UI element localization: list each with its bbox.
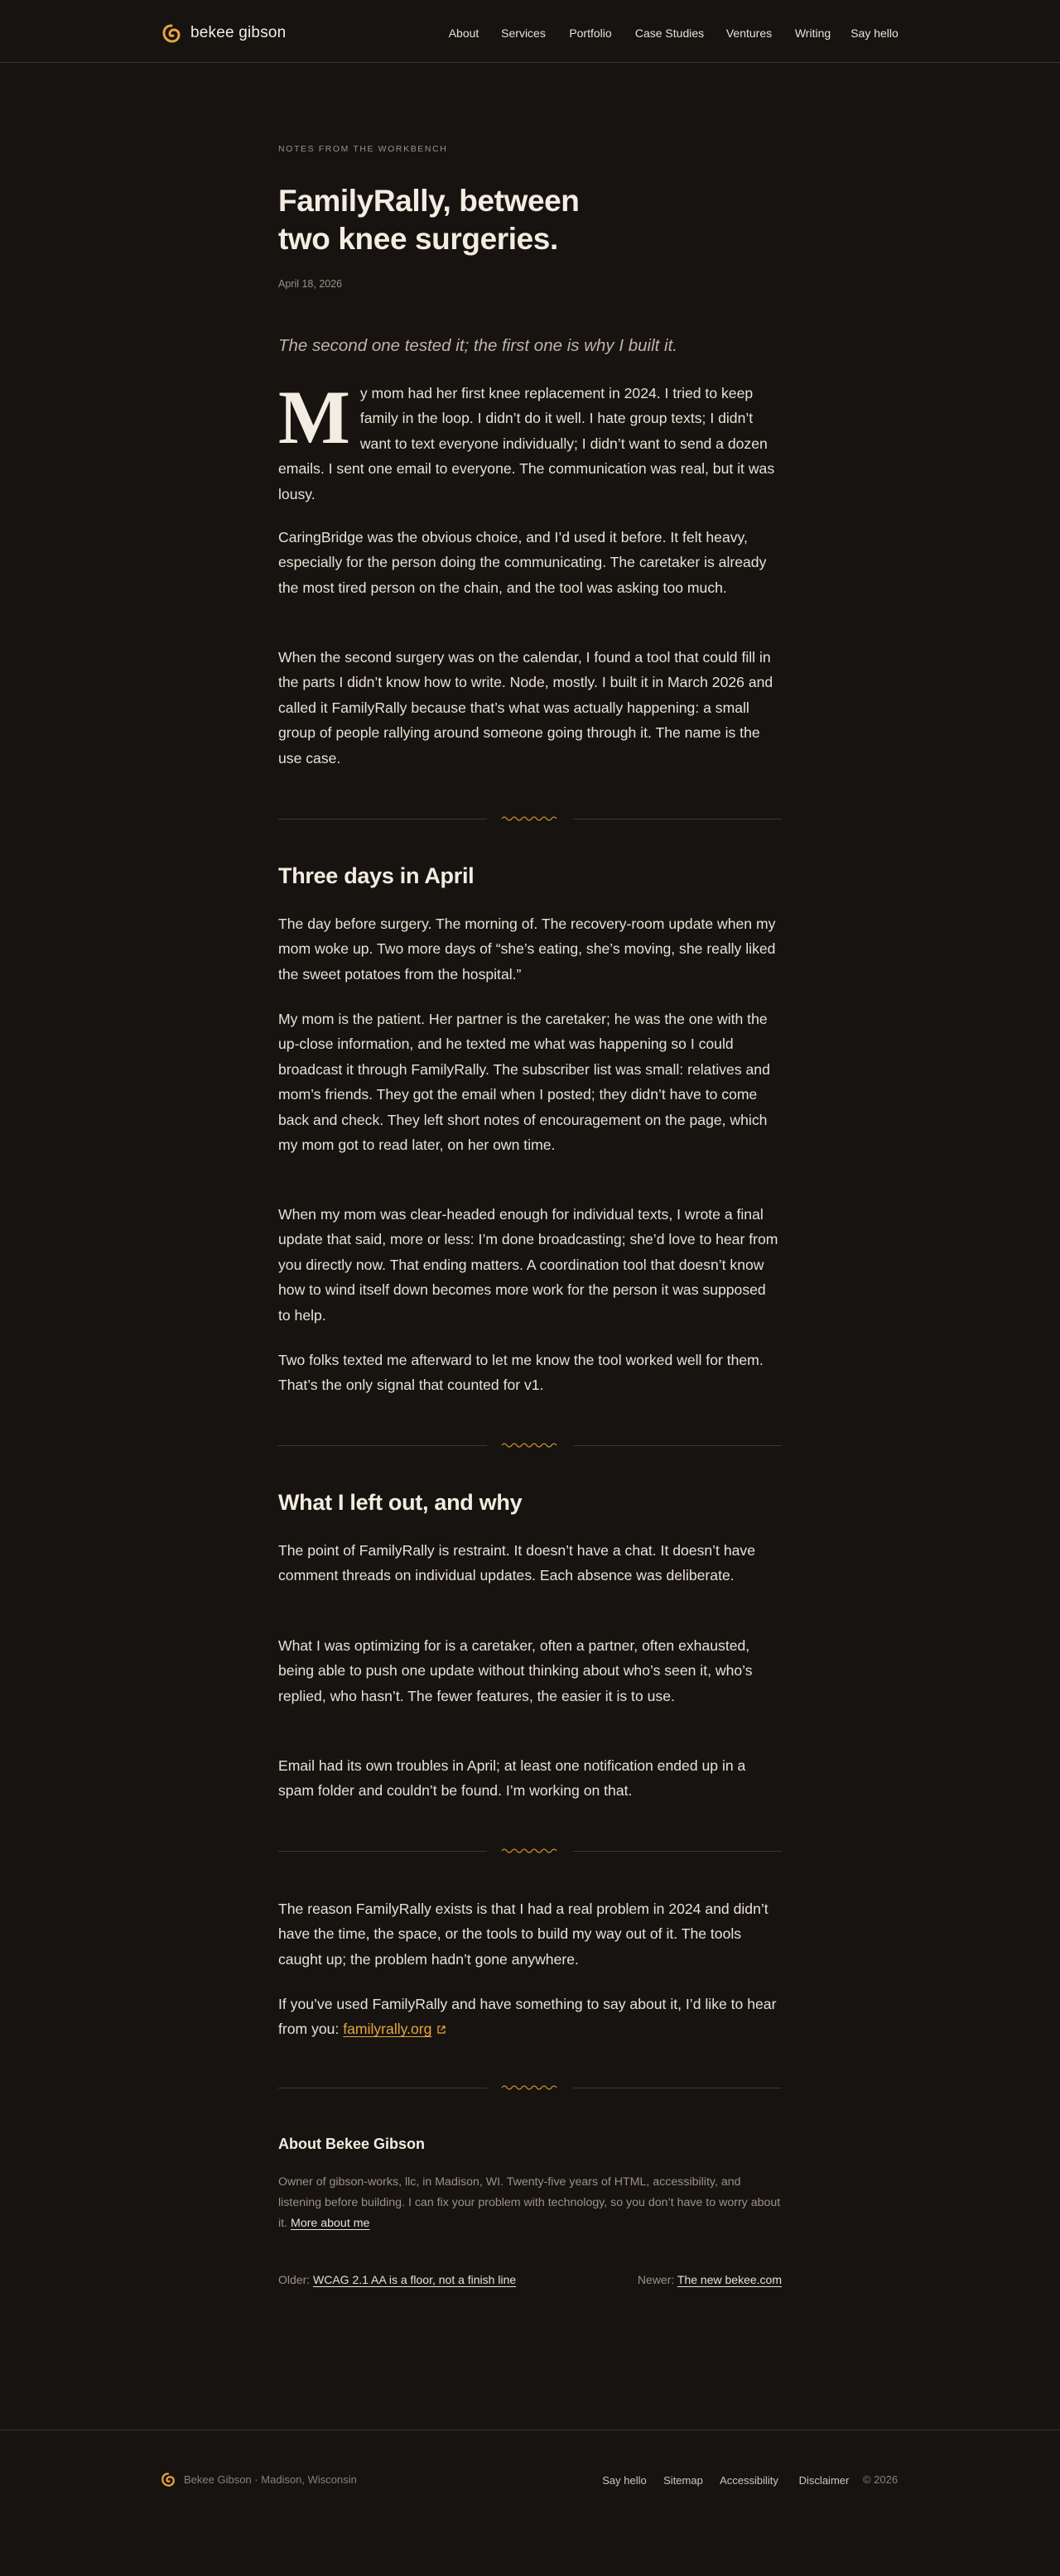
footer-disclaimer[interactable]: Disclaimer [798, 2474, 850, 2487]
article-lede: The second one tested it; the first one is why I built it. [278, 336, 678, 355]
section-heading: Three days in April [278, 863, 475, 888]
brand-name-link[interactable]: bekee gibson [190, 24, 287, 41]
article-kicker: NOTES FROM THE WORKBENCH [278, 144, 448, 154]
about-text: Owner of gibson-works, llc, in Madison, WI. Twenty-five years of HTML, accessibility, and listening before building. I can fix your problem with technology, so you don’t have to worry about it. More about me [278, 2175, 781, 2231]
intro-paragraph: My mom had her first knee replacement in 2024. I tried to keep family in the loop. I didn’t do it well. I hate group texts; I didn’t want to text everyone individually; I didn’t want to send a dozen emails. I sent one email to everyone. The communication was real, but it was lousy. [278, 375, 775, 502]
closing-paragraph: If you’ve used FamilyRally and have something to say about it, I’d like to hear from you: familyrally.org [278, 1996, 777, 2038]
familyrally-link[interactable]: familyrally.org [343, 2021, 446, 2037]
section-divider [278, 1846, 782, 1856]
squiggle-divider-icon [500, 1440, 560, 1450]
squiggle-divider-icon [500, 1846, 560, 1856]
closing-paragraph: The reason FamilyRally exists is that I had a real problem in 2024 and didn’t have the time, the space, or the tools to build my way out of it. The tools caught up; the problem hadn’t gone anywhere. [278, 1901, 768, 1968]
nav-say-hello[interactable]: Say hello [850, 26, 899, 40]
nav-services[interactable]: Services [501, 26, 546, 40]
newer-post-link[interactable]: The new bekee.com [677, 2273, 782, 2286]
section-divider [278, 2083, 782, 2093]
nav-case-studies[interactable]: Case Studies [634, 26, 705, 40]
section-heading: What I left out, and why [278, 1490, 523, 1515]
footer-credit: Bekee Gibson · Madison, Wisconsin [184, 2473, 357, 2486]
footer-links [0, 2472, 1060, 2490]
site-header [0, 0, 1060, 63]
section-divider [278, 1440, 782, 1450]
intro-paragraph: When the second surgery was on the calendar, I found a tool that could fill in the parts I didn’t know how to write. Node, mostly. I built it in March 2026 and called it FamilyRally because that’s what was actually happening: a small group of people rallying around someone going through it. The name is the use case. [278, 649, 773, 767]
footer-accessibility[interactable]: Accessibility [720, 2474, 778, 2487]
section-paragraph: What I was optimizing for is a caretaker, often a partner, often exhausted, being able to push one update without thinking about who’s seen it, who’s replied, who hasn’t. The fewer features, the easier it is to use. [278, 1637, 753, 1704]
older-post-link[interactable]: WCAG 2.1 AA is a floor, not a finish line [313, 2273, 517, 2286]
external-link-icon [436, 2025, 446, 2035]
section-paragraph: Email had its own troubles in April; at least one notification ended up in a spam folder and couldn’t be found. I’m working on that. [278, 1757, 746, 1800]
section-paragraph: When my mom was clear-headed enough for individual texts, I wrote a final update that said, more or less: I’m done broadcasting; she’d love to hear from you directly now. That ending matters. A coordination tool that doesn’t know how to wind itself down becomes more work for the person it was supposed to help. [278, 1206, 778, 1324]
about-title: About Bekee Gibson [278, 2136, 426, 2152]
article-date: April 18, 2026 [278, 278, 343, 290]
nav-writing[interactable]: Writing [794, 26, 831, 40]
footer-say-hello[interactable]: Say hello [602, 2474, 647, 2487]
footer-sitemap[interactable]: Sitemap [663, 2474, 703, 2487]
section-paragraph: Two folks texted me afterward to let me know the tool worked well for them. That’s the only signal that counted for v1. [278, 1352, 764, 1394]
intro-paragraph: CaringBridge was the obvious choice, and I’d used it before. It felt heavy, especially for the person doing the communicating. The caretaker is already the most tired person on the chain, and the tool was asking too much. [278, 529, 767, 596]
squiggle-divider-icon [500, 2083, 560, 2093]
section-divider [278, 814, 782, 824]
section-paragraph: The point of FamilyRally is restraint. It doesn’t have a chat. It doesn’t have comment threads on individual updates. Each absence was deliberate. [278, 1542, 755, 1584]
drop-cap: M [278, 375, 350, 459]
section-paragraph: The day before surgery. The morning of. The recovery-room update when my mom woke up. Two more days of “she’s eating, she’s moving, she really liked the sweet potatoes from the hospital.” [278, 916, 776, 983]
more-about-me-link[interactable]: More about me [291, 2217, 370, 2231]
nav-portfolio[interactable]: Portfolio [569, 26, 612, 40]
newer-post: Newer: The new bekee.com [637, 2273, 782, 2286]
footer-copyright: © 2026 [863, 2473, 899, 2486]
post-navigation [278, 2273, 782, 2291]
nav-about[interactable]: About [448, 26, 479, 40]
main-nav [0, 22, 1060, 45]
section-paragraph: My mom is the patient. Her partner is the caretaker; he was the one with the up-close information, and he texted me what was happening so I could broadcast it through FamilyRally. The subscriber list was small: relatives and mom’s friends. They got the email when I posted; they didn’t have to come back and check. They left short notes of encouragement on the page, which my mom got to read later, on her own time. [278, 1011, 770, 1154]
site-footer [0, 2429, 1060, 2576]
page-title: FamilyRally, between two knee surgeries. [278, 184, 580, 256]
squiggle-divider-icon [500, 814, 560, 824]
older-post: Older: WCAG 2.1 AA is a floor, not a finish line [278, 2273, 517, 2286]
nav-ventures[interactable]: Ventures [725, 26, 773, 40]
